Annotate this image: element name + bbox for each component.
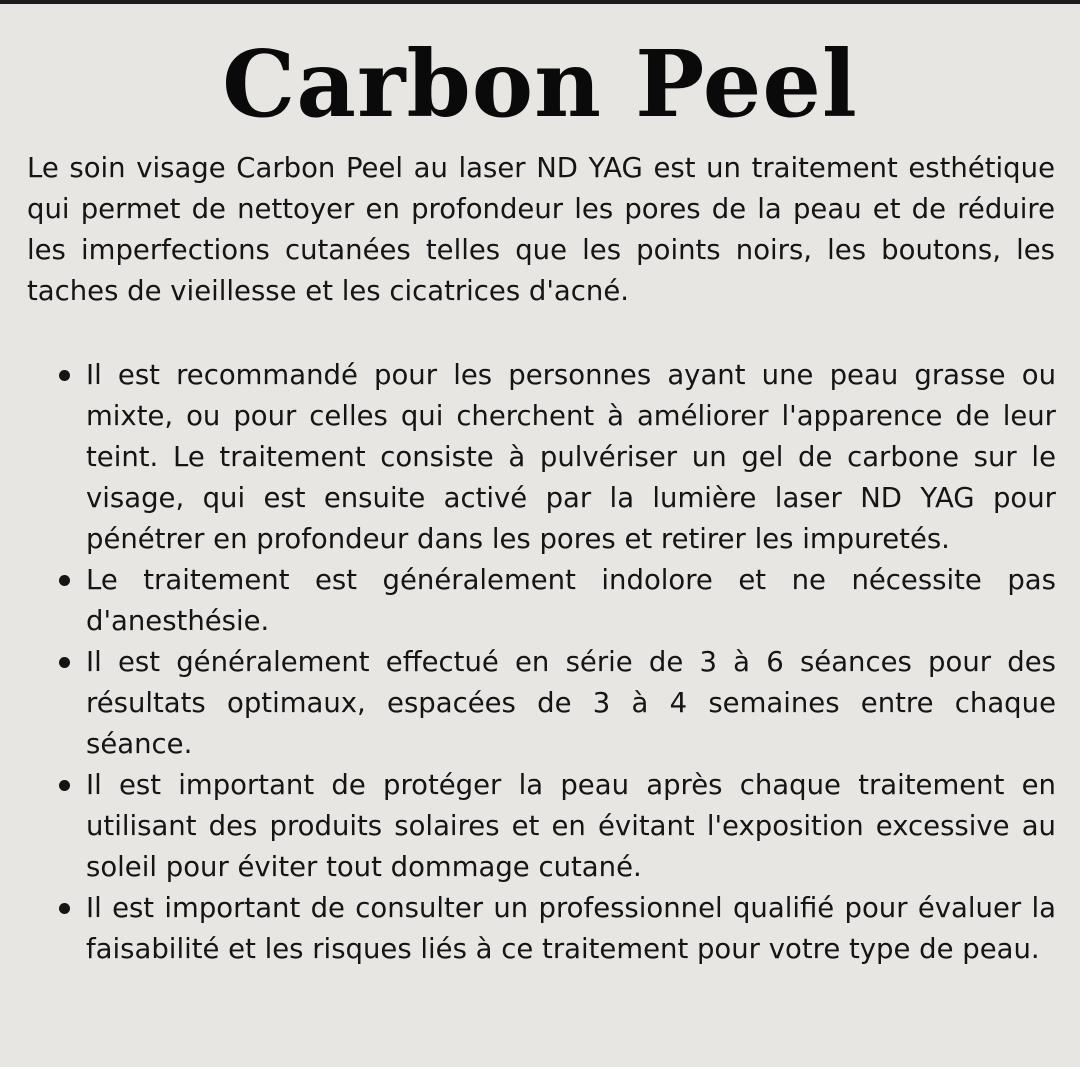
bullet-dot-icon [59,657,70,668]
bullet-dot-icon [59,370,70,381]
list-item [86,355,1056,560]
list-item-text: Il est important de protéger la peau après chaque traitement en utilisant des produits solaires et en évitant l'exposition excessive au soleil pour éviter tout dommage cutané. [86,769,1056,883]
intro-paragraph: Le soin visage Carbon Peel au laser ND YAG est un traitement esthétique qui permet de nettoyer en profondeur les pores de la peau et de réduire les imperfections cutanées telles que les points noirs, les boutons, les taches de vieillesse et les cicatrices d'acné. [27,152,1055,307]
bullet-dot-icon [59,780,70,791]
list-item [86,560,1056,642]
list-item [86,765,1056,888]
list-item [86,642,1056,765]
list-item-text: Il est généralement effectué en série de 3 à 6 séances pour des résultats optimaux, espacées de 3 à 4 semaines entre chaque séance. [86,646,1056,760]
bullet-dot-icon [59,575,70,586]
list-item [86,888,1056,970]
top-border [0,0,1080,4]
list-item-text: Il est recommandé pour les personnes ayant une peau grasse ou mixte, ou pour celles qui cherchent à améliorer l'apparence de leur teint. Le traitement consiste à pulvériser un gel de carbone sur le visage, qui est ensuite activé par la lumière laser ND YAG pour pénétrer en profondeur dans les pores et retirer les impuretés. [86,359,1056,555]
page-title: Carbon Peel [222,30,858,138]
list-item-text: Le traitement est généralement indolore et ne nécessite pas d'anesthésie. [86,564,1056,637]
bullet-list [86,355,1056,970]
bullet-dot-icon [59,903,70,914]
list-item-text: Il est important de consulter un professionnel qualifié pour évaluer la faisabilité et les risques liés à ce traitement pour votre type de peau. [86,892,1056,965]
